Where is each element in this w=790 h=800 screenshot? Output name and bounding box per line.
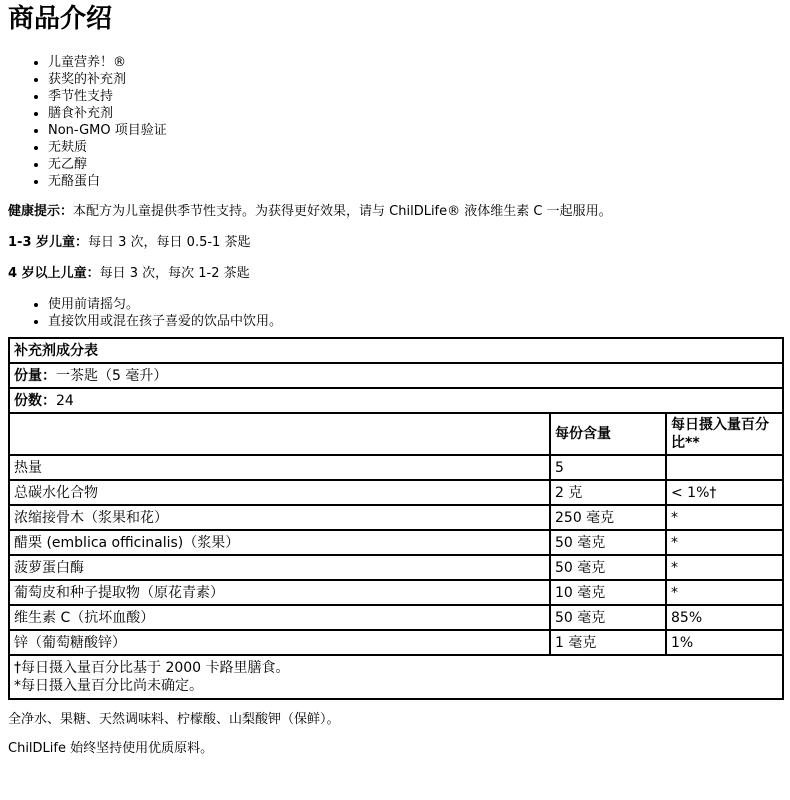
table-row [9, 530, 783, 555]
dosage-text: 每日 3 次，每次 1-2 茶匙 [99, 266, 250, 281]
table-row [9, 605, 783, 630]
health-tip-label: 健康提示： [8, 204, 74, 219]
table-row [9, 630, 783, 655]
facts-heading: 补充剂成分表 [9, 338, 783, 363]
nutrient-dv: 1% [666, 630, 783, 655]
nutrient-name: 浓缩接骨木（浆果和花） [9, 505, 550, 530]
feature-item: • 季节性支持 [48, 88, 782, 105]
nutrient-dv [666, 455, 783, 480]
table-row [9, 505, 783, 530]
feature-item: • 儿童营养！® [48, 54, 782, 71]
health-tip [8, 203, 782, 220]
table-row [9, 455, 783, 480]
nutrient-name: 锌（葡萄糖酸锌） [9, 630, 550, 655]
nutrient-amount: 2 克 [550, 480, 666, 505]
ingredients-text: 全净水、果糖、天然调味料、柠檬酸、山梨酸钾（保鲜）。 [8, 712, 340, 727]
dosage-label: 1-3 岁儿童： [8, 235, 89, 250]
feature-item: • 获奖的补充剂 [48, 71, 782, 88]
nutrient-name: 热量 [9, 455, 550, 480]
footnote-not-established: *每日摄入量百分比尚未确定。 [14, 678, 203, 694]
nutrient-amount: 5 [550, 455, 666, 480]
nutrient-dv: * [666, 555, 783, 580]
nutrient-name: 葡萄皮和种子提取物（原花青素） [9, 580, 550, 605]
nutrient-amount: 10 毫克 [550, 580, 666, 605]
feature-list [8, 54, 782, 190]
usage-list [8, 296, 782, 330]
brand-note: ChilDLife 始终坚持使用优质原料。 [8, 741, 214, 756]
serving-size-label: 份量： [14, 367, 56, 384]
dosage-text: 每日 3 次，每日 0.5-1 茶匙 [88, 235, 251, 250]
feature-item: • 膳食补充剂 [48, 105, 782, 122]
nutrient-dv: * [666, 505, 783, 530]
table-row [9, 480, 783, 505]
usage-item: • 直接饮用或混在孩子喜爱的饮品中饮用。 [48, 313, 782, 330]
supplement-facts-table [8, 337, 784, 700]
nutrient-name: 菠萝蛋白酶 [9, 555, 550, 580]
servings-count-value: 24 [56, 392, 74, 409]
dosage-4-plus [8, 265, 782, 282]
nutrient-dv: < 1%† [666, 480, 783, 505]
feature-item: • 无酪蛋白 [48, 173, 782, 190]
page-title: 商品介绍 [8, 4, 113, 34]
feature-item: • 无乙醇 [48, 156, 782, 173]
nutrient-amount: 1 毫克 [550, 630, 666, 655]
usage-item: • 使用前请摇匀。 [48, 296, 782, 313]
feature-item: • 无麸质 [48, 139, 782, 156]
serving-size [9, 363, 783, 388]
serving-size-value: 一茶匙（5 毫升） [56, 367, 168, 384]
nutrient-dv: 85% [666, 605, 783, 630]
nutrient-name: 醋栗 (emblica officinalis)（浆果） [9, 530, 550, 555]
nutrient-amount: 250 毫克 [550, 505, 666, 530]
column-header-daily-value: 每日摄入量百分比** [666, 413, 783, 455]
feature-item: • Non-GMO 项目验证 [48, 122, 782, 139]
table-row [9, 580, 783, 605]
column-header-amount: 每份含量 [550, 413, 666, 455]
nutrient-dv: * [666, 530, 783, 555]
servings-count [9, 388, 783, 413]
dosage-label: 4 岁以上儿童： [8, 266, 100, 281]
nutrient-amount: 50 毫克 [550, 555, 666, 580]
footnote-daily-value-basis: †每日摄入量百分比基于 2000 卡路里膳食。 [14, 660, 290, 676]
nutrient-amount: 50 毫克 [550, 605, 666, 630]
table-row [9, 555, 783, 580]
dosage-1-3 [8, 234, 782, 251]
servings-count-label: 份数： [14, 392, 56, 409]
nutrient-amount: 50 毫克 [550, 530, 666, 555]
nutrient-name: 维生素 C（抗坏血酸） [9, 605, 550, 630]
facts-footnotes [9, 655, 783, 699]
nutrient-dv: * [666, 580, 783, 605]
nutrient-name: 总碳水化合物 [9, 480, 550, 505]
health-tip-text: 本配方为儿童提供季节性支持。为获得更好效果，请与 ChilDLife® 液体维生素 C 一起服用。 [73, 204, 612, 219]
column-header-blank [9, 413, 550, 455]
